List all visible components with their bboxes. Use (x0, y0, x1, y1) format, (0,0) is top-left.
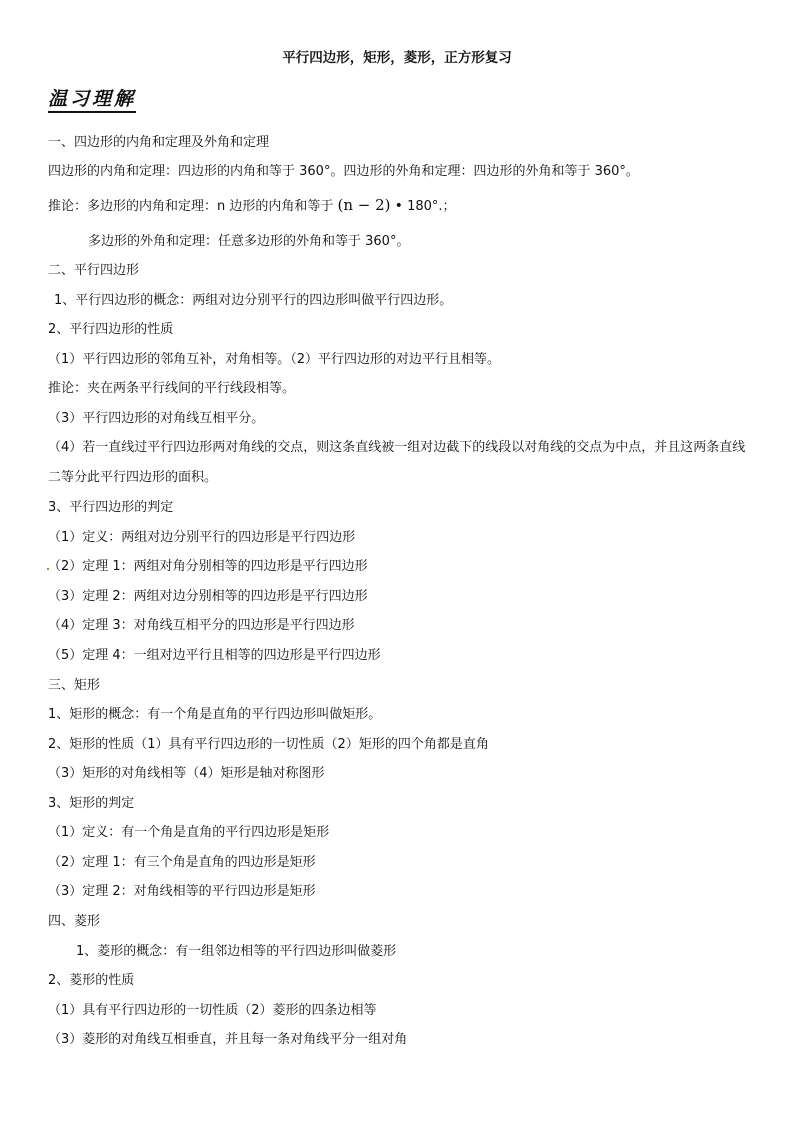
heading-angle-theorems: 一、四边形的内角和定理及外角和定理 (48, 135, 270, 150)
text-parallelogram-property-3: （3）平行四边形的对角线互相平分。 (48, 411, 265, 426)
text-exterior-angle-theorem: 多边形的外角和定理：任意多边形的外角和等于 360°。 (88, 234, 410, 249)
text-rhombus-properties-1-2: （1）具有平行四边形的一切性质（2）菱形的四条边相等 (48, 1003, 377, 1018)
section-heading-review: 温习理解 (48, 88, 136, 113)
text-parallelogram-definition: 1、平行四边形的概念：两组对边分别平行的四边形叫做平行四边形。 (54, 293, 453, 308)
text-parallel-segments-corollary: 推论：夹在两条平行线间的平行线段相等。 (48, 381, 296, 396)
text-parallelogram-criterion-2: （2）定理 1：两组对角分别相等的四边形是平行四边形 (48, 559, 368, 574)
text-rectangle-properties-3-4: （3）矩形的对角线相等（4）矩形是轴对称图形 (48, 766, 325, 781)
heading-parallelogram: 二、平行四边形 (48, 263, 140, 278)
text-parallelogram-property-4: （4）若一直线过平行四边形两对角线的交点，则这条直线被一组对边截下的线段以对角线的交点为中点，并且这两条直线二等分此平行四边形的面积。 (48, 440, 746, 485)
text-parallelogram-criterion-3: （3）定理 2：两组对边分别相等的四边形是平行四边形 (48, 589, 368, 604)
text-rectangle-properties-1-2: 2、矩形的性质（1）具有平行四边形的一切性质（2）矩形的四个角都是直角 (48, 737, 489, 752)
text-parallelogram-criterion-1: （1）定义：两组对边分别平行的四边形是平行四边形 (48, 530, 356, 545)
text-polygon-angle-corollary (48, 196, 456, 216)
heading-rectangle: 三、矩形 (48, 678, 101, 693)
text-rectangle-criterion-3: （3）定理 2：对角线相等的平行四边形是矩形 (48, 884, 316, 899)
subheading-rectangle-criteria: 3、矩形的判定 (48, 796, 135, 811)
text-rhombus-property-3: （3）菱形的对角线互相垂直，并且每一条对角线平分一组对角 (48, 1032, 408, 1047)
heading-rhombus: 四、菱形 (48, 914, 101, 929)
subheading-parallelogram-properties: 2、平行四边形的性质 (48, 322, 174, 337)
text-rhombus-definition: 1、菱形的概念：有一组邻边相等的平行四边形叫做菱形 (76, 944, 397, 959)
text-parallelogram-criterion-5: （5）定理 4：一组对边平行且相等的四边形是平行四边形 (48, 648, 381, 663)
page-title: 平行四边形，矩形，菱形，正方形复习 (282, 50, 512, 66)
corollary-suffix: 180°.； (407, 199, 456, 214)
text-rectangle-criterion-1: （1）定义：有一个角是直角的平行四边形是矩形 (48, 825, 330, 840)
text-parallelogram-property-1-2: （1）平行四边形的邻角互补，对角相等。（2）平行四边形的对边平行且相等。 (48, 352, 501, 367)
text-angle-sum-theorems: 四边形的内角和定理：四边形的内角和等于 360°。四边形的外角和定理：四边形的外角和等于 360°。 (48, 164, 639, 179)
text-parallelogram-criterion-4: （4）定理 3：对角线互相平分的四边形是平行四边形 (48, 618, 355, 633)
corollary-prefix: 推论：多边形的内角和定理：n 边形的内角和等于 (48, 199, 334, 214)
formula-n-minus-2: (n − 2) (337, 196, 391, 214)
text-rectangle-criterion-2: （2）定理 1：有三个角是直角的四边形是矩形 (48, 855, 316, 870)
subheading-rhombus-properties: 2、菱形的性质 (48, 973, 135, 988)
subheading-parallelogram-criteria: 3、平行四边形的判定 (48, 500, 174, 515)
text-rectangle-definition: 1、矩形的概念：有一个角是直角的平行四边形叫做矩形。 (48, 707, 382, 722)
multiply-dot-icon: • (394, 198, 403, 214)
